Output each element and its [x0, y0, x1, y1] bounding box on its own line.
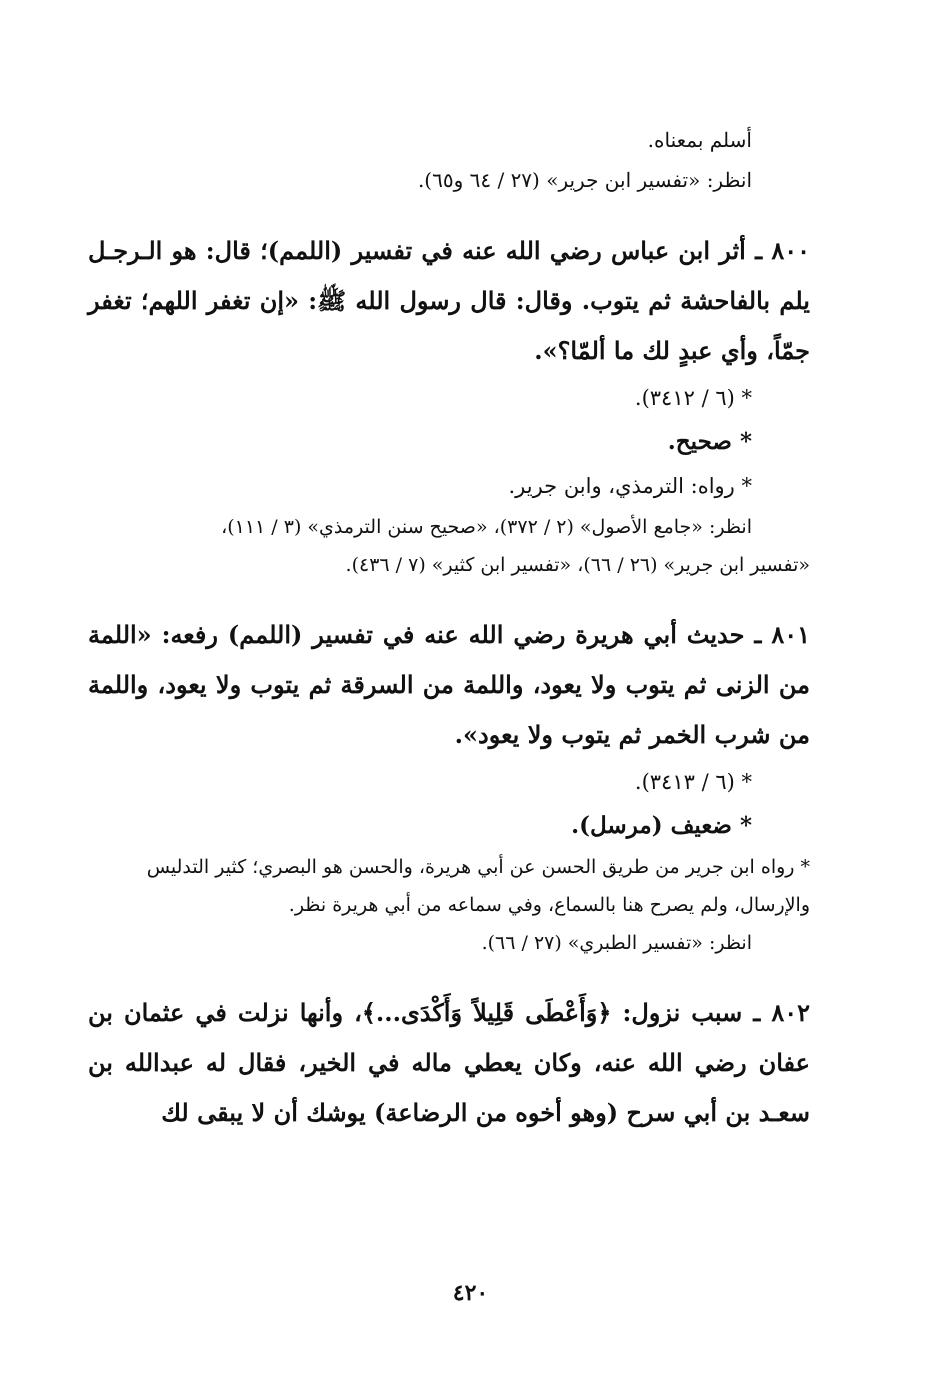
entry-801-grade: * ضعيف (مرسل). — [571, 812, 752, 839]
continuation-line: أسلم بمعناه. — [647, 128, 752, 152]
entry-800-reference-2: «تفسير ابن جرير» (٢٦ / ٦٦)، «تفسير ابن كثير» (٧ / ٤٣٦). — [345, 554, 810, 576]
entry-800-number: * (٦ / ٣٤١٢). — [634, 386, 752, 410]
entry-801-number: * (٦ / ٣٤١٣). — [634, 770, 752, 794]
entry-800-grade: * صحيح. — [667, 428, 752, 455]
entry-800-text: ٨٠٠ ـ أثر ابن عباس رضي الله عنه في تفسير (اللمم)؛ قال: هو الـرجـل يلم بالفاحشة ثم يتوب. وقال: قال رسول الله ﷺ: «إن تغفر اللهم؛ تغفر جمّاً، وأي عبدٍ لك ما ألمّا؟». — [88, 236, 810, 365]
page-number: ٤٢٠ — [452, 1280, 489, 1306]
spacer — [88, 200, 810, 226]
page-body — [88, 120, 810, 1320]
entry-801-reference: انظر: «تفسير الطبري» (٢٧ / ٦٦). — [481, 932, 752, 954]
spacer — [88, 962, 810, 988]
reference-line: انظر: «تفسير ابن جرير» (٢٧ / ٦٤ و٦٥). — [417, 168, 752, 192]
entry-801-text: ٨٠١ ـ حديث أبي هريرة رضي الله عنه في تفسير (اللمم) رفعه: «اللمة من الزنى ثم يتوب ولا يعود، واللمة من السرقة ثم يتوب ولا يعود، واللمة من شرب الخمر ثم يتوب ولا يعود». — [88, 620, 810, 749]
entry-802-text: ٨٠٢ ـ سبب نزول: ﴿وَأَعْطَى قَلِيلاً وَأَكْدَى...﴾، وأنها نزلت في عثمان بن عفان رضي الله عنه، وكان يعطي ماله في الخير، فقال له عبدالله بن سعـد بن أبي سرح (وهو أخوه من الرضاعة) يوشك أن لا يبقى لك — [88, 998, 810, 1127]
entry-800-reference-1: انظر: «جامع الأصول» (٢ / ٣٧٢)، «صحيح سنن الترمذي» (٣ / ١١١)، — [221, 516, 752, 538]
entry-800-narrators: * رواه: الترمذي، وابن جرير. — [508, 474, 752, 498]
entry-801-note: * رواه ابن جرير من طريق الحسن عن أبي هريرة، والحسن هو البصري؛ كثير التدليس والإرسال، ولم يصرح هنا بالسماع، وفي سماعه من أبي هريرة نظر. — [146, 856, 810, 916]
spacer — [88, 584, 810, 610]
